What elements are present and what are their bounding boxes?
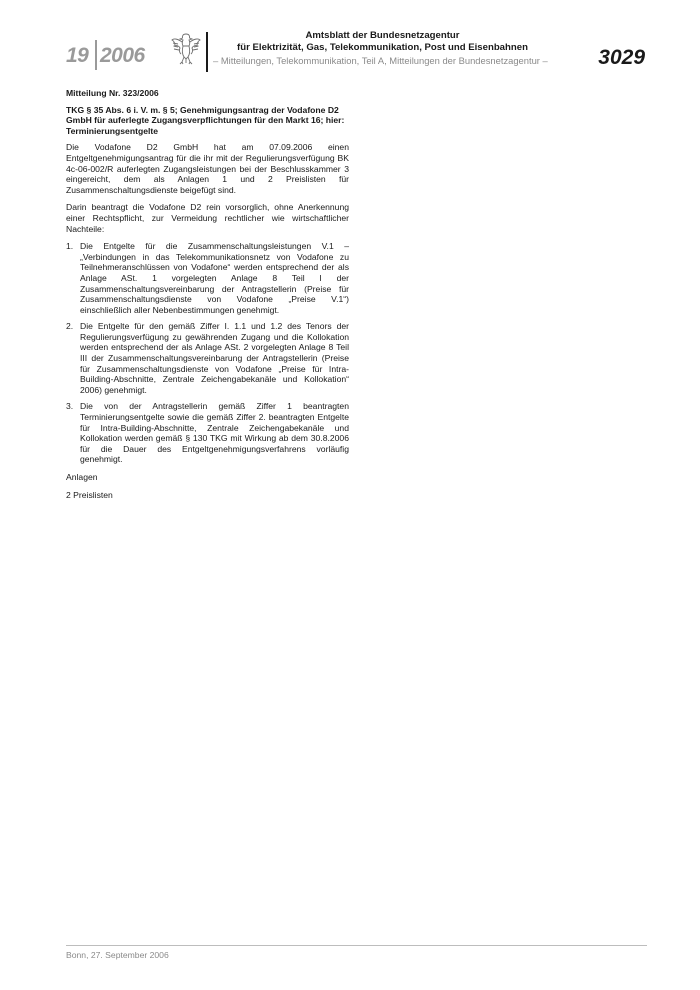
request-list (66, 241, 349, 465)
attachments-label: Anlagen (66, 472, 98, 482)
list-item-text: Die Entgelte für die Zusammenschaltungsleistungen V.1 – „Verbindungen in das Telekommunikationsnetz von Vodafone zu Teilnehmeranschlüssen von Vodafone“ werden entsprechend der als Anlage ASt. 1 vorgelegten Anlage 8 Teil I der Zusammenschaltungsvereinbarung der Antragstellerin (Preise für Zusammenschaltungsdienste von Vodafone „Preise V.1“) einschließlich aller Nebenbestimmungen genehmigt. (80, 241, 349, 315)
notice-number: Mitteilung Nr. 323/2006 (66, 88, 159, 98)
list-item (66, 401, 349, 465)
list-item-text: Die von der Antragstellerin gemäß Ziffer 1 beantragten Terminierungsentgelte sowie die gemäß Ziffer 2. beantragten Entgelte für Intra-Building-Abschnitte, Zentrale Zeichengabekanäle und Kollokation werden gemäß § 130 TKG mit Wirkung ab dem 30.8.2006 für die Dauer des Entgeltgenehmigungsverfahrens vorläufig genehmigt. (80, 401, 349, 465)
list-item-text: Die Entgelte für den gemäß Ziffer I. 1.1 und 1.2 des Tenors der Regulierungsverfügung zu gewährenden Zugang und die Kollokation werden entsprechend der als Anlage ASt. 2 vorgelegten Anlage 8 Teil III der Zusammenschaltungsvereinbarung der Antragstellerin (Preise für Zusammenschaltungsdienste von Vodafone „Preise für Intra-Building-Abschnitte, Zentrale Zeichengabekanäle und Kollokation“ 2006) genehmigt. (80, 321, 349, 395)
header-divider (206, 32, 208, 72)
list-item-number: 2. (66, 321, 74, 332)
footer-date: Bonn, 27. September 2006 (66, 950, 169, 960)
federal-eagle-icon (170, 30, 202, 66)
list-item (66, 241, 349, 315)
section-subtitle: – Mitteilungen, Telekommunikation, Teil A, Mitteilungen der Bundesnetzagentur – (213, 55, 548, 66)
publication-title-line-1: Amtsblatt der Bundesnetzagentur (305, 30, 460, 41)
publication-title (230, 30, 535, 54)
footer-divider (66, 945, 647, 946)
list-item-number: 1. (66, 241, 74, 252)
page-header (0, 0, 700, 80)
notice-paragraph-1: Die Vodafone D2 GmbH hat am 07.09.2006 einen Entgeltgenehmigungsantrag für die ihr mit der Regulierungsverfügung BK 4c-06-002/R auferlegten Zugangsleistungen bei der Beschlusskammer 3 eingereicht, dem als Anlagen 1 und 2 Preislisten für Zusammenschaltungsdienste beigefügt sind. (66, 142, 349, 195)
list-item (66, 321, 349, 395)
issue-number: 19 (66, 44, 89, 67)
page-number: 3029 (598, 46, 645, 69)
issue-divider (95, 40, 97, 70)
notice-column (66, 88, 349, 507)
notice-title: TKG § 35 Abs. 6 i. V. m. § 5; Genehmigungsantrag der Vodafone D2 GmbH für auferlegte Zugangsverpflichtungen für den Markt 16; hier: Terminierungsentgelte (66, 104, 345, 136)
publication-title-line-2: für Elektrizität, Gas, Telekommunikation, Post und Eisenbahnen (237, 42, 528, 53)
issue-year: 2006 (100, 44, 145, 67)
notice-paragraph-2: Darin beantragt die Vodafone D2 rein vorsorglich, ohne Anerkennung einer Rechtspflicht, zur Vermeidung rechtlicher wie wirtschaftlicher Nachteile: (66, 202, 349, 234)
list-item-number: 3. (66, 401, 74, 412)
attachments-value: 2 Preislisten (66, 489, 113, 500)
